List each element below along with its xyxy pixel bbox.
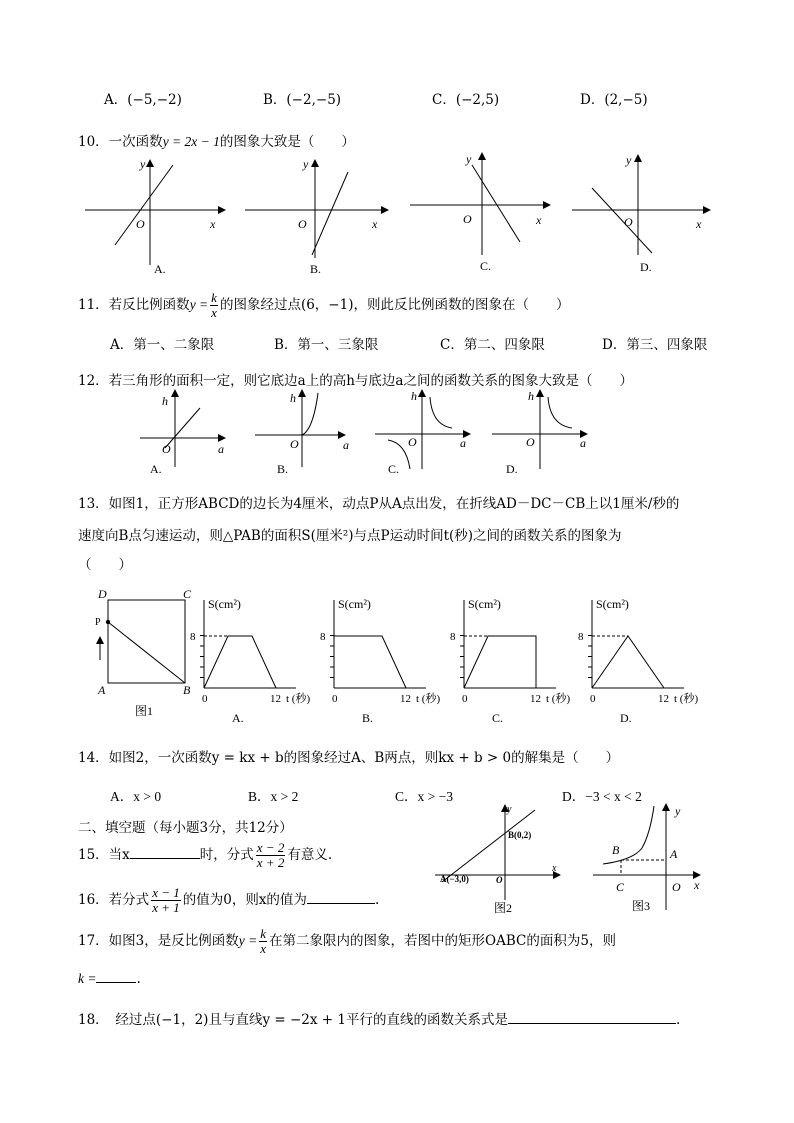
q10-graph-d — [572, 153, 710, 274]
q10d-label: D. — [640, 260, 652, 274]
q15-numerator: x − 2 — [256, 840, 285, 855]
fig1-a: A — [98, 683, 106, 697]
fig2-o: O — [496, 875, 503, 885]
q12-graph-a — [140, 390, 225, 476]
q17-fraction — [259, 927, 267, 956]
fig1-d: D — [98, 587, 107, 601]
q9-option-a: A．(−5,−2) — [104, 92, 182, 108]
q18-pre: 18． 经过点(−1，2)且与直线y = −2x + 1平行的直线的函数关系式是 — [78, 1012, 508, 1028]
q13c-x12: 12 — [530, 693, 541, 705]
q13a-x0: 0 — [202, 693, 208, 705]
q12b-label: B. — [277, 462, 289, 476]
q10-pre: 10．一次函数 — [78, 134, 163, 150]
q17-yeq: y = — [238, 933, 258, 948]
q11-option-c: C．第二、四象限 — [440, 337, 545, 353]
q13-line2: 速度向B点匀速运动，则△PAB的面积S(厘米²)与点P运动时间t(秒)之间的函数关系的图象为 — [78, 528, 622, 544]
q11-numerator: k — [211, 290, 217, 305]
q16-blank[interactable] — [307, 903, 375, 904]
q10d-origin: O — [624, 215, 633, 229]
q10d-xlabel: x — [696, 217, 702, 231]
q13c-ylabel: S(cm²) — [468, 597, 501, 611]
q16-fraction — [151, 886, 181, 915]
q16-end: . — [374, 892, 380, 908]
q16 — [78, 883, 379, 917]
q13a-xlabel: t (秒) — [286, 693, 311, 705]
q12d-xlabel: a — [580, 436, 586, 450]
fig3-y: y — [675, 804, 681, 818]
fig2-x: x — [552, 863, 557, 874]
q13d-x0: 0 — [590, 693, 596, 705]
q13d-y8: 8 — [578, 631, 584, 643]
q11-pre: 11．若反比例函数 — [78, 297, 190, 313]
q10a-xlabel: x — [210, 217, 216, 231]
q11-post: 的图象经过点(6，−1)，则此反比例函数的图象在（ ） — [219, 297, 570, 313]
q10a-origin: O — [136, 217, 145, 231]
q17-line1 — [78, 924, 616, 958]
q11-stem — [78, 288, 569, 322]
q12b-xlabel: a — [343, 438, 349, 452]
q12b-origin: O — [290, 437, 299, 451]
q10-stem — [78, 130, 355, 150]
q12a-xlabel: a — [218, 442, 224, 456]
q10-graph-c — [410, 152, 550, 273]
q13c-x0: 0 — [462, 693, 468, 705]
q10b-ylabel: y — [303, 157, 309, 171]
q13-fig1 — [95, 587, 192, 718]
q12-graph-c — [375, 389, 470, 476]
q12-graphs — [130, 385, 600, 480]
q13b-ylabel: S(cm²) — [338, 597, 371, 611]
q13d-xlabel: t (秒) — [674, 693, 699, 705]
q13a-curve — [204, 636, 276, 688]
q11-denominator: x — [211, 305, 217, 320]
q11-yeq: y = — [189, 297, 209, 312]
q15-post: 有意义. — [287, 847, 333, 863]
fig1-c: C — [183, 587, 192, 601]
q17-post: 在第二象限内的图象，若图中的矩形OABC的面积为5，则 — [269, 933, 616, 949]
q10a-label: A. — [154, 262, 166, 276]
q14-option-b: B．x > 2 — [248, 789, 299, 804]
q12-graph-b — [255, 390, 349, 476]
q12b-ylabel: h — [290, 391, 296, 405]
fig1-b: B — [183, 683, 191, 697]
q14-option-a: A．x > 0 — [110, 789, 162, 804]
q13c-y8: 8 — [450, 631, 456, 643]
q13b-y8: 8 — [320, 631, 326, 643]
section2-heading: 二、填空题（每小题3分，共12分） — [78, 820, 293, 836]
q11-option-d: D．第三、四象限 — [602, 337, 708, 353]
q9-option-d: D．(2,−5) — [580, 92, 648, 108]
fig1-caption: 图1 — [135, 704, 154, 718]
fig3-b: B — [612, 843, 620, 857]
q10c-ylabel: y — [466, 152, 472, 166]
q12d-origin: O — [526, 435, 535, 449]
fig2-b: B(0,2) — [508, 830, 532, 840]
q13-line1: 13．如图1，正方形ABCD的边长为4厘米，动点P从A点出发，在折线AD－DC－CB上以1厘米/秒的 — [78, 496, 680, 512]
q17-line2 — [78, 971, 141, 987]
figure-2 — [430, 800, 570, 918]
q17-numerator: k — [260, 926, 267, 941]
q10-formula: y = 2x − 1 — [162, 134, 220, 149]
q13b-curve — [334, 636, 406, 688]
q10a-ylabel: y — [140, 157, 146, 171]
q15-blank[interactable] — [130, 858, 200, 859]
q10c-origin: O — [463, 212, 472, 226]
q13d-label: D. — [620, 711, 632, 725]
q13d-ylabel: S(cm²) — [596, 597, 629, 611]
q16-denominator: x + 1 — [152, 900, 180, 915]
q9-option-b: B．(−2,−5) — [263, 92, 342, 108]
q12a-origin: O — [162, 442, 171, 456]
figure-3 — [588, 798, 713, 916]
q11-fraction — [210, 291, 218, 320]
q13-graphs — [190, 592, 720, 727]
q16-post: 的值为0，则x的值为 — [182, 892, 307, 908]
q10-graph-a — [85, 157, 225, 276]
fig3-x: x — [694, 878, 700, 892]
q17-end: . — [136, 971, 141, 987]
q12d-label: D. — [506, 462, 518, 476]
q10b-label: B. — [310, 262, 322, 276]
q17-denominator: x — [260, 941, 267, 956]
q16-numerator: x − 1 — [152, 885, 180, 900]
q10d-ylabel: y — [626, 153, 632, 167]
q12-graph-d — [492, 389, 587, 476]
fig2-caption: 图2 — [494, 901, 513, 915]
fig3-caption: 图3 — [632, 899, 651, 913]
q10b-xlabel: x — [372, 217, 378, 231]
q9-option-c: C．(−2,5) — [432, 92, 500, 108]
q12-stem: 12．若三角形的面积一定，则它底边a上的高h与底边a之间的函数关系的图象大致是（ ） — [78, 373, 633, 389]
q15 — [78, 838, 332, 872]
q10-graphs — [70, 150, 730, 280]
fig2-a: A(−3,0) — [440, 874, 469, 884]
q13a-ylabel: S(cm²) — [208, 597, 241, 611]
q15-denominator: x + 2 — [256, 855, 285, 870]
q10c-label: C. — [480, 259, 492, 273]
q13b-xlabel: t (秒) — [416, 693, 441, 705]
q12c-label: C. — [388, 462, 400, 476]
q11-option-a: A．第一、二象限 — [110, 337, 215, 353]
q17-pre: 17．如图3，是反比例函数 — [78, 933, 239, 949]
q13c-label: C. — [492, 711, 504, 725]
q12c-ylabel: h — [411, 389, 417, 403]
q17-blank[interactable] — [96, 982, 136, 983]
q15-mid: 时，分式 — [199, 847, 254, 863]
q18 — [78, 1008, 680, 1028]
q13a-x12: 12 — [270, 693, 281, 705]
fig3-o: O — [672, 880, 681, 894]
q12d-ylabel: h — [528, 389, 534, 403]
q12a-label: A. — [150, 462, 162, 476]
q12a-ylabel: h — [162, 394, 168, 408]
fig3-a: A — [670, 847, 678, 861]
q10b-origin: O — [298, 217, 307, 231]
q13b-x0: 0 — [332, 693, 338, 705]
fig2-y: y — [507, 804, 512, 815]
q13-line3: （ ） — [78, 557, 132, 573]
fig1-p: P — [95, 617, 101, 628]
q15-fraction — [256, 841, 286, 870]
q13a-y8: 8 — [190, 631, 196, 643]
fig3-c: C — [616, 880, 625, 894]
q10-graph-b — [245, 157, 388, 276]
q18-end: . — [675, 1012, 681, 1028]
q14-stem: 14．如图2，一次函数y = kx + b的图象经过A、B两点，则kx + b > 0的解集是（ ） — [78, 750, 620, 766]
q18-blank[interactable] — [508, 1023, 676, 1024]
q10-post: 的图象大致是（ ） — [219, 134, 355, 150]
q13a-label: A. — [232, 711, 244, 725]
q13d-x12: 12 — [658, 693, 669, 705]
q13b-x12: 12 — [400, 693, 411, 705]
q15-pre: 15．当x — [78, 847, 130, 863]
q16-pre: 16．若分式 — [78, 892, 150, 908]
q11-option-b: B．第一、三象限 — [274, 337, 379, 353]
q13c-xlabel: t (秒) — [546, 693, 571, 705]
q13c-curve — [464, 636, 536, 688]
q10c-xlabel: x — [536, 213, 542, 227]
q17-k: k = — [78, 971, 97, 986]
q13d-curve — [592, 636, 664, 688]
q14-option-c: C．x > −3 — [395, 789, 453, 804]
q12c-origin: O — [408, 435, 417, 449]
q13b-label: B. — [362, 711, 374, 725]
q14-option-d: D．−3 < x < 2 — [562, 789, 642, 804]
q12c-xlabel: a — [460, 436, 466, 450]
